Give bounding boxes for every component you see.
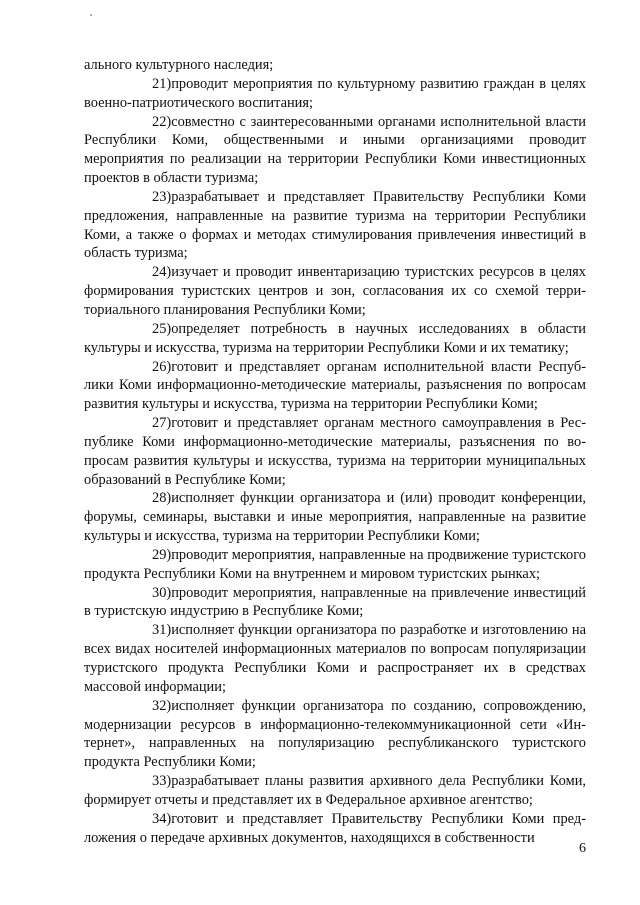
item-number: 22) <box>152 113 172 130</box>
item-text: проводит мероприятия, направленные на продвижение туристского продукта Республики Коми на внутреннем и мировом туристских рынках; <box>84 546 586 582</box>
item-number: 31) <box>152 622 172 639</box>
item-text: проводит мероприятия по культурному развитию граждан в целях военно-патриотического воспитания; <box>84 75 586 111</box>
item-text: исполняет функции организатора по созданию, сопровождению, модернизации ресурсов в информационно-телекоммуникационной сети «Интернет», направленных на популяризацию республиканского туристского продукта Республики Коми; <box>84 697 586 771</box>
item-text: готовит и представляет органам местного самоуправления в Республике Коми информационно-методические материалы, разъяснения по вопросам развития культуры и искусства, туризма на территории муниципальных образований в Республике Коми; <box>84 415 586 488</box>
list-item-30 <box>84 584 586 622</box>
item-number: 30) <box>152 584 172 601</box>
list-item-32 <box>84 697 586 772</box>
list-item-21 <box>84 75 586 113</box>
list-item-26 <box>84 358 586 415</box>
item-number: 26) <box>152 358 172 375</box>
item-number: 28) <box>152 490 172 507</box>
item-text: разрабатывает и представляет Правительству Республики Коми предложения, направленные на развитие туризма на территории Республики Коми, а также о формах и методах стимулирования привлечения инвестиций в область туризма; <box>84 188 586 262</box>
item-number: 21) <box>152 75 172 92</box>
list-item-22 <box>84 113 586 188</box>
item-text: исполняет функции организатора по разработке и изготовлению на всех видах носителей информационных материалов по вопросам популяризации туристского продукта Республики Коми и распространяет их в средствах массовой информации; <box>84 622 586 695</box>
item-number: 34) <box>152 810 172 827</box>
item-text: проводит мероприятия, направленные на привлечение инвестиций в туристскую индустрию в Республике Коми; <box>84 584 586 620</box>
list-item-27 <box>84 414 586 489</box>
list-item-29 <box>84 546 586 584</box>
list-item-23 <box>84 188 586 263</box>
item-text: совместно с заинтересованными органами исполнительной власти Республики Коми, общественными и иными организациями проводит мероприятия по реализации на территории Республики Коми инвестиционных проектов в области туризма; <box>84 113 586 187</box>
item-number: 27) <box>152 415 172 432</box>
list-item-31 <box>84 621 586 696</box>
scan-speck <box>90 14 92 16</box>
item-number: 25) <box>152 320 172 337</box>
list-item-33 <box>84 772 586 810</box>
list-item-25 <box>84 320 586 358</box>
item-number: 23) <box>152 188 172 205</box>
list-item-24 <box>84 263 586 320</box>
item-text: исполняет функции организатора и (или) проводит конференции, форумы, семинары, выставки и иные мероприятия, направленные на развитие культуры и искусства, туризма на территории Республики Коми; <box>84 490 586 545</box>
list-item-34 <box>84 810 586 848</box>
item-number: 24) <box>152 264 172 281</box>
item-text: определяет потребность в научных исследованиях в области культуры и искусства, туризма на территории Республики Коми и их тематику; <box>84 320 586 356</box>
item-number: 32) <box>152 697 172 714</box>
item-text: изучает и проводит инвентаризацию туристских ресурсов в целях формирования туристских центров и зон, согласования их со схемой территориального планирования Республики Коми; <box>84 264 586 318</box>
document-body <box>84 56 586 876</box>
item-text: готовит и представляет Правительству Республики Коми предложения о передаче архивных документов, находящихся в собственности <box>84 810 586 846</box>
item-number: 33) <box>152 773 172 790</box>
item-text: готовит и представляет органам исполнительной власти Республики Коми информационно-методические материалы, разъяснения по вопросам развития культуры и искусства, туризма на территории Республики Коми; <box>84 358 586 413</box>
item-number: 29) <box>152 546 172 563</box>
list-item-28 <box>84 489 586 546</box>
continuation-line: ального культурного наследия; <box>84 57 274 73</box>
item-text: разрабатывает планы развития архивного дела Республики Коми, формирует отчеты и представляет их в Федеральное архивное агентство; <box>84 773 586 808</box>
page-number: 6 <box>579 841 586 856</box>
